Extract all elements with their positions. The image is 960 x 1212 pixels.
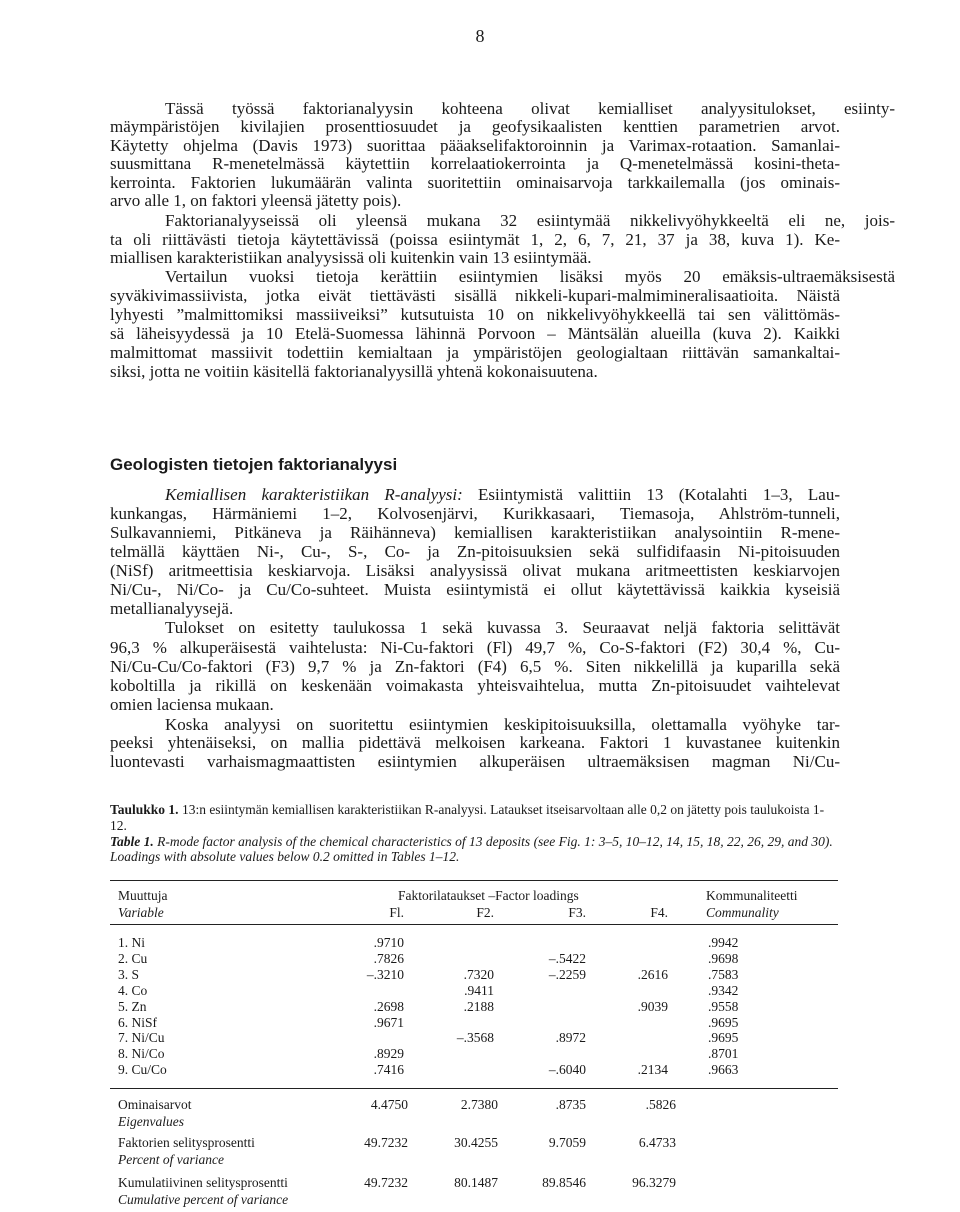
paragraph-line: Vertailun vuoksi tietoja kerättiin esiintymien lisäksi myös 20 emäksis-ultraemäksisestä xyxy=(165,267,895,286)
cell-f1: .9671 xyxy=(373,1014,404,1030)
header-variable-en: Variable xyxy=(118,905,164,920)
paragraph-line: kerrointa. Faktorien lukumäärän valinta suoritettiin ominaisarvoja tarkkailemalla (jos ominais- xyxy=(110,173,840,192)
cell-f2: .9411 xyxy=(464,982,494,998)
summary-f4: .5826 xyxy=(645,1097,676,1112)
paragraph-line: sä läheisyydessä ja 10 Etelä-Suomessa lähinnä Porvoon – Mäntsälän alueilla (kuva 2). Kaikki xyxy=(110,324,840,343)
paragraph-line: siksi, jotta ne voitiin käsitellä faktorianalyysillä yhtenä kokonaisuutena. xyxy=(110,362,598,381)
paragraph-line: arvo alle 1, on faktori yleensä jätetty pois). xyxy=(110,191,402,210)
table-top-rule xyxy=(110,880,838,881)
row-variable: 8. Ni/Co xyxy=(118,1046,165,1062)
cell-f1: .2698 xyxy=(373,998,404,1014)
caption-en-label: Table 1. xyxy=(110,833,154,849)
cell-communality: .9695 xyxy=(708,1014,739,1030)
paragraph-line: syväkivimassiivista, jotka eivät tiettävästi sisällä nikkeli-kupari-malmimineralisaatioita. Näistä xyxy=(110,286,840,305)
summary-f2: 30.4255 xyxy=(454,1135,498,1150)
row-variable: 5. Zn xyxy=(118,998,147,1014)
cell-communality: .9942 xyxy=(708,935,739,950)
paragraph-line: Ni/Cu-Cu/Co-faktori (F3) 9,7 % ja Zn-faktori (F4) 6,5 %. Siten nikkelillä ja kuparilla sekä xyxy=(110,657,840,676)
cell-communality: .9663 xyxy=(708,1062,739,1078)
paragraph-line: omien laciensa mukaan. xyxy=(110,695,274,714)
caption-en-text: R-mode factor analysis of the chemical characteristics of 13 deposits (see Fig. 1: 3–5, 10–12, 14, 15, 18, 22, 26, 29, and 30). Loadings with absolute values below 0.2 omitted in Tables 1–12. xyxy=(110,833,833,865)
summary-f3: .8735 xyxy=(555,1097,586,1112)
header-communality-fi: Kommunaliteetti xyxy=(706,888,798,903)
summary-f4: 6.4733 xyxy=(638,1135,676,1150)
cell-f4: .2134 xyxy=(637,1062,668,1078)
table-body-rule xyxy=(110,1088,838,1089)
cell-f3: –.5422 xyxy=(548,950,586,966)
header-communality-en: Communality xyxy=(706,905,779,920)
summary-label: Faktorien selitysprosentti xyxy=(118,1135,255,1150)
paragraph-line: malmittomat massiivit todettiin kemialtaan ja ympäristöjen geologialtaan riittävän samankaltai- xyxy=(110,343,840,362)
summary-f4: 96.3279 xyxy=(632,1175,676,1190)
paragraph-line: (NiSf) aritmeettisia keskiarvoja. Lisäksi analyysissä olivat mukana aritmeettisten keskiarvojen xyxy=(110,561,840,580)
summary-f3: 89.8546 xyxy=(542,1175,586,1190)
cell-communality: .9695 xyxy=(708,1030,739,1046)
row-variable: 2. Cu xyxy=(118,950,148,966)
summary-label: Kumulatiivinen selitysprosentti xyxy=(118,1175,288,1190)
summary-f1: 49.7232 xyxy=(364,1175,408,1190)
row-variable: 4. Co xyxy=(118,982,148,998)
row-variable: 6. NiSf xyxy=(118,1014,158,1030)
caption-fi-text: 13:n esiintymän kemiallisen karakteristiikan R-analyysi. Lataukset itseisarvoltaan alle 0,2 on jätetty pois taulukoista 1-12. xyxy=(110,802,825,833)
cell-f2: –.3568 xyxy=(456,1030,494,1046)
cell-f2: .7320 xyxy=(463,966,494,982)
paragraph-line: peeksi yhtenäiseksi, on mallia pidettävä melkoisen karkeana. Faktori 1 kuvastanee kuitenkin xyxy=(110,733,840,752)
cell-f1: .9710 xyxy=(373,935,404,950)
header-f3: F3. xyxy=(568,905,586,920)
header-variable-fi: Muuttuja xyxy=(118,888,168,903)
caption-english xyxy=(110,834,840,866)
caption-fi-label: Taulukko 1. xyxy=(110,802,179,817)
cell-f4: .2616 xyxy=(637,966,668,982)
paragraph-line: Sulkavanniemi, Pitkäneva ja Räihänneva) kemiallisen karakteristiikan analysointiin R-mene- xyxy=(110,523,840,542)
row-variable: 7. Ni/Cu xyxy=(118,1030,165,1046)
cell-communality: .9558 xyxy=(708,998,739,1014)
paragraph-line: Käytetty ohjelma (Davis 1973) suorittaa pääakselifaktoroinnin ja Varimax-rotaation. Samanlai- xyxy=(110,136,840,155)
summary-f2: 2.7380 xyxy=(460,1097,498,1112)
run-in-title: Kemiallisen karakteristiikan R-analyysi: xyxy=(165,485,463,504)
paragraph-line: lyhyesti ”malmittomiksi massiiveiksi” kutsutuista 10 on nikkelivyöhykkeellä tai sen välittömäs- xyxy=(110,305,840,324)
summary-label: Ominaisarvot xyxy=(118,1097,192,1112)
cell-f3: .8972 xyxy=(555,1030,586,1046)
summary-f2: 80.1487 xyxy=(454,1175,498,1190)
caption-finnish xyxy=(110,802,840,834)
summary-f1: 49.7232 xyxy=(364,1135,408,1150)
paragraph-line: luontevasti varhaismagmaattisten esiintymien alkuperäisen ultraemäksisen magman Ni/Cu- xyxy=(110,752,840,771)
cell-f3: –.2259 xyxy=(548,966,586,982)
table-header-rule xyxy=(110,924,838,925)
paragraph-line: Ni/Cu-, Ni/Co- ja Cu/Co-suhteet. Muista esiintymistä ei ollut käytettävissä kaikkia kyseisiä xyxy=(110,580,840,599)
page-number: 8 xyxy=(475,26,485,46)
paragraph-line: koboltilla ja rikillä on keskenään voimakasta yhteisvaihtelua, mutta Zn-pitoisuudet vaihtelevat xyxy=(110,676,840,695)
paragraph-line: telmällä käyttäen Ni-, Cu-, S-, Co- ja Zn-pitoisuuksien sekä sulfidifaasin Ni-pitoisuuden xyxy=(110,542,840,561)
cell-communality: .7583 xyxy=(708,966,739,982)
paragraph-line: Koska analyysi on suoritettu esiintymien keskipitoisuuksilla, olettamalla vyöhyke tar- xyxy=(165,715,840,734)
cell-f1: .7416 xyxy=(373,1062,404,1078)
paragraph-line: 96,3 % alkuperäisestä vaihtelusta: Ni-Cu-faktori (Fl) 49,7 %, Co-S-faktori (F2) 30,4 %, Cu- xyxy=(110,638,840,657)
cell-f1: .7826 xyxy=(373,950,404,966)
cell-communality: .8701 xyxy=(708,1046,739,1062)
cell-communality: .9698 xyxy=(708,950,739,966)
summary-label-en: Eigenvalues xyxy=(118,1114,184,1129)
cell-f1: –.3210 xyxy=(366,966,404,982)
section-heading: Geologisten tietojen faktorianalyysi xyxy=(110,455,398,474)
summary-label-en: Cumulative percent of variance xyxy=(118,1192,289,1207)
summary-label-en: Percent of variance xyxy=(118,1152,224,1167)
paragraph-line: kunkangas, Härmäniemi 1–2, Kolvosenjärvi, Kurikkasaari, Tiemasoja, Ahlström-tunneli, xyxy=(110,504,840,523)
cell-f2: .2188 xyxy=(463,998,494,1014)
paragraph-line: Tulokset on esitetty taulukossa 1 sekä kuvassa 3. Seuraavat neljä faktoria selittävät xyxy=(165,618,840,637)
paragraph-line: miallisen karakteristiikan analyysissä oli kuitenkin vain 13 esiintymää. xyxy=(110,248,592,267)
summary-f3: 9.7059 xyxy=(548,1135,586,1150)
paragraph-line: ta oli riittävästi tietoja käytettävissä (poissa esiintymät 1, 2, 6, 7, 21, 37 ja 38, kuva 1). Ke- xyxy=(110,230,840,249)
cell-f1: .8929 xyxy=(373,1046,404,1062)
summary-f1: 4.4750 xyxy=(370,1097,408,1112)
cell-f4: .9039 xyxy=(637,998,668,1014)
paragraph-line: Faktorianalyyseissä oli yleensä mukana 32 esiintymää nikkelivyöhykkeeltä eli ne, jois- xyxy=(165,211,895,230)
paragraph-line: metallianalyysejä. xyxy=(110,599,234,618)
row-variable: 9. Cu/Co xyxy=(118,1062,167,1078)
table-caption xyxy=(110,802,840,865)
header-f4: F4. xyxy=(650,905,668,920)
header-f2: F2. xyxy=(476,905,494,920)
cell-communality: .9342 xyxy=(708,982,739,998)
run-in-text: Esiintymistä valittiin 13 (Kotalahti 1–3, Lau- xyxy=(462,485,840,504)
cell-f3: –.6040 xyxy=(548,1062,586,1078)
paragraph-line xyxy=(165,485,840,505)
row-variable: 3. S xyxy=(118,966,140,982)
header-f1: Fl. xyxy=(389,905,404,920)
paragraph-line: suusmittana R-menetelmässä käytettiin korrelaatiokerrointa ja Q-menetelmässä kosini-theta- xyxy=(110,154,840,173)
paragraph-line: Tässä työssä faktorianalyysin kohteena olivat kemialliset analyysitulokset, esiinty- xyxy=(165,99,895,118)
header-factor-loadings: Faktorilataukset –Factor loadings xyxy=(398,888,579,903)
row-variable: 1. Ni xyxy=(118,935,145,950)
paragraph-line: mäympäristöjen kivilajien prosenttiosuudet ja geofysikaalisten kenttien parametrien arvot. xyxy=(110,117,840,136)
